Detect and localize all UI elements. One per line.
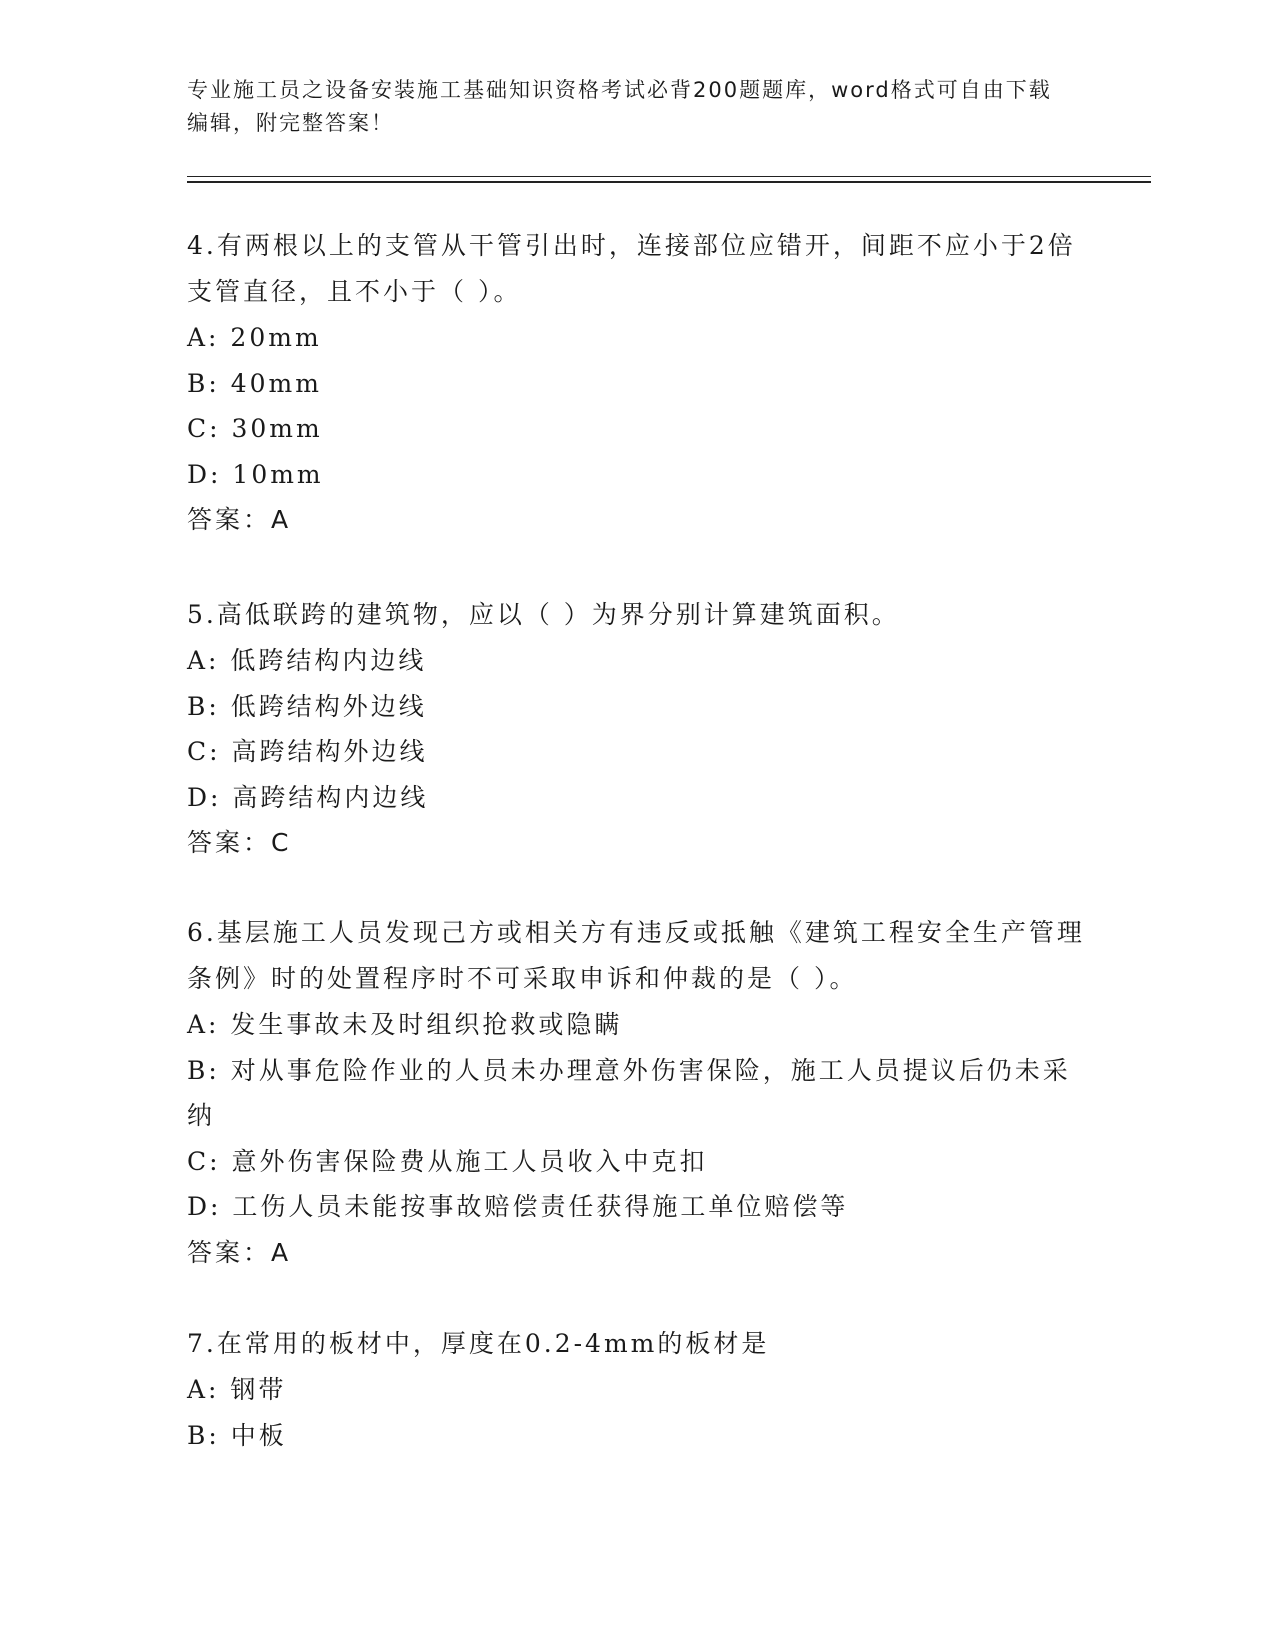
question-6 (187, 910, 1087, 1275)
option-a: A: 20mm (187, 323, 322, 352)
option-d: D: 10mm (187, 459, 324, 489)
question-stem: 5.高低联跨的建筑物，应以（ ）为界分别计算建筑面积。 (187, 600, 900, 629)
question-4 (187, 223, 1087, 542)
option-c: C: 30mm (187, 414, 323, 443)
option-b: B: 中板 (187, 1420, 287, 1450)
option-d: D: 高跨结构内边线 (187, 782, 429, 812)
question-stem: 7.在常用的板材中，厚度在0.2-4mm的板材是 (187, 1329, 770, 1358)
option-a: A: 发生事故未及时组织抢救或隐瞒 (187, 1010, 623, 1039)
answer: 答案：A (187, 1237, 292, 1267)
option-a: A: 钢带 (187, 1375, 287, 1404)
option-b: B: 低跨结构外边线 (187, 691, 427, 721)
question-stem: 4.有两根以上的支管从干管引出时，连接部位应错开，间距不应小于2倍支管直径，且不小于（ ）。 (187, 231, 1076, 306)
header-divider-thick (187, 181, 1151, 183)
header-divider (187, 176, 1151, 177)
question-stem: 6.基层施工人员发现己方或相关方有违反或抵触《建筑工程安全生产管理条例》时的处置程序时不可采取申诉和仲裁的是（ ）。 (187, 918, 1085, 993)
answer: 答案：C (187, 828, 292, 857)
answer: 答案：A (187, 505, 292, 534)
question-7 (187, 1321, 1087, 1458)
option-b: B: 对从事危险作业的人员未办理意外伤害保险，施工人员提议后仍未采纳 (187, 1055, 1071, 1130)
option-b: B: 40mm (187, 368, 322, 398)
option-c: C: 意外伤害保险费从施工人员收入中克扣 (187, 1146, 708, 1176)
document-header: 专业施工员之设备安装施工基础知识资格考试必背200题题库，word格式可自由下载编辑，附完整答案！ (187, 78, 1052, 135)
option-d: D: 工伤人员未能按事故赔偿责任获得施工单位赔偿等 (187, 1192, 849, 1221)
question-5 (187, 592, 1087, 865)
option-a: A: 低跨结构内边线 (187, 646, 427, 675)
option-c: C: 高跨结构外边线 (187, 737, 428, 766)
